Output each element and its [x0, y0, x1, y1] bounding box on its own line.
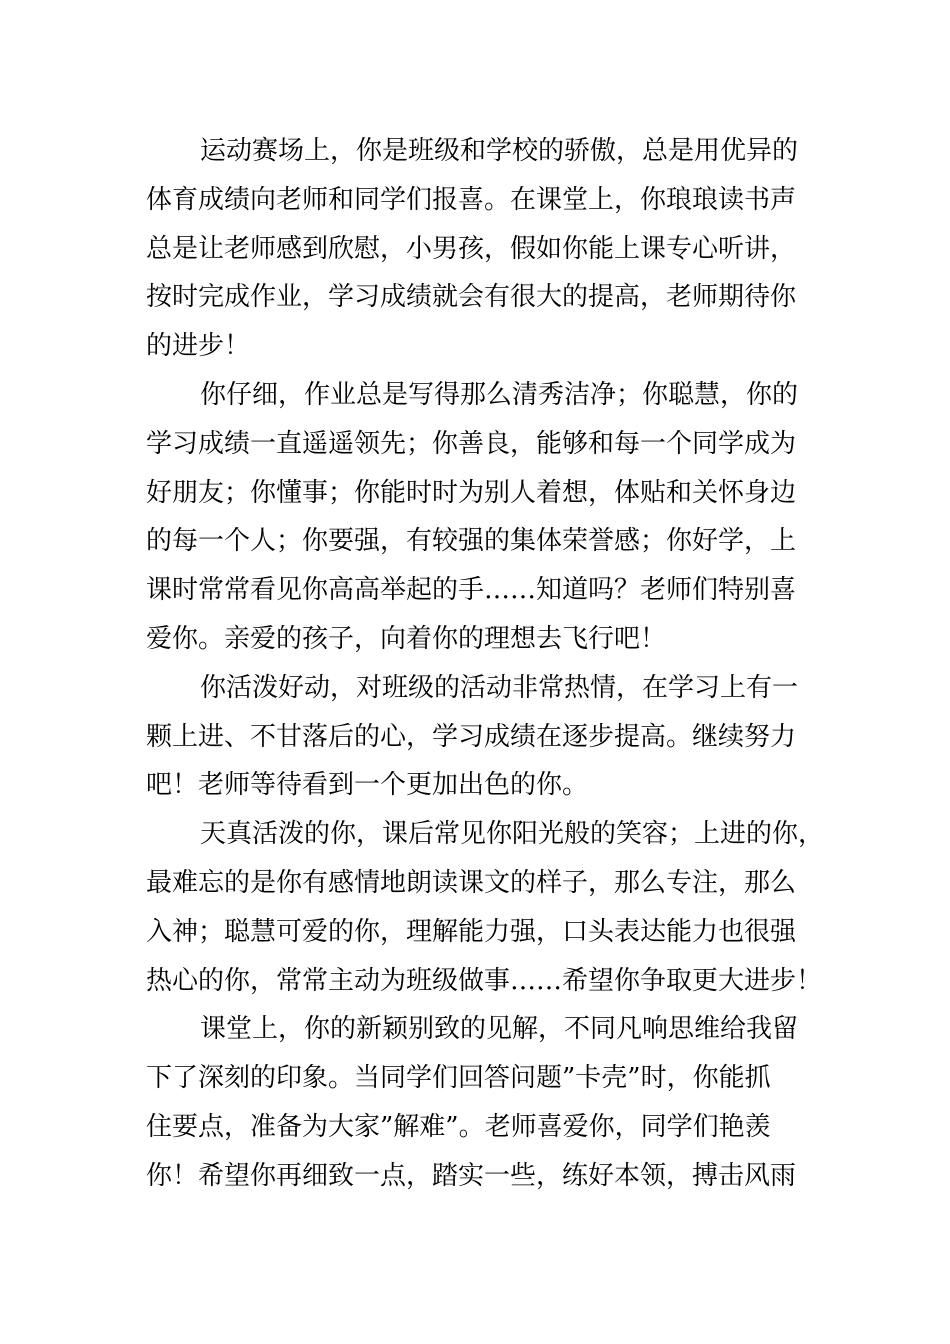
text-line: 的进步！ [146, 331, 251, 362]
text-line: 住要点，准备为大家”解难”。老师喜爱你，同学们艳羡 [146, 1111, 771, 1142]
paragraph-4 [146, 810, 825, 1005]
text-line: 你！希望你再细致一点，踏实一些，练好本领，搏击风雨 [146, 1160, 797, 1191]
text-line: 吧！老师等待看到一个更加出色的你。 [146, 770, 589, 801]
text-line: 热心的你，常常主动为班级做事……希望你争取更大进步！ [146, 965, 823, 996]
text-line: 好朋友；你懂事；你能时时为别人着想，体贴和关怀身边 [146, 477, 797, 508]
text-line: 你仔细，作业总是写得那么清秀洁净；你聪慧，你的 [200, 379, 799, 410]
paragraph-2 [146, 371, 810, 664]
text-line: 天真活泼的你，课后常见你阳光般的笑容；上进的你， [200, 819, 825, 850]
paragraph-1 [146, 127, 810, 371]
text-line: 总是让老师感到欣慰，小男孩，假如你能上课专心听讲， [146, 233, 797, 264]
text-line: 运动赛场上，你是班级和学校的骄傲，总是用优异的 [200, 136, 799, 166]
text-line: 课堂上，你的新颖别致的见解，不同凡响思维给我留 [200, 1014, 799, 1045]
text-line: 下了深刻的印象。当同学们回答问题”卡壳”时，你能抓 [146, 1063, 771, 1094]
paragraph-5 [146, 1005, 810, 1200]
document-body [146, 127, 825, 1201]
text-line: 课时常常看见你高高举起的手……知道吗？老师们特别喜 [146, 575, 797, 606]
text-line: 体育成绩向老师和同学们报喜。在课堂上，你琅琅读书声 [146, 184, 797, 215]
text-line: 你活泼好动，对班级的活动非常热情，在学习上有一 [200, 672, 799, 703]
text-line: 爱你。亲爱的孩子，向着你的理想去飞行吧！ [146, 623, 667, 654]
text-line: 最难忘的是你有感情地朗读课文的样子，那么专注，那么 [146, 867, 797, 898]
text-line: 颗上进、不甘落后的心，学习成绩在逐步提高。继续努力 [146, 721, 797, 752]
text-line: 按时完成作业，学习成绩就会有很大的提高，老师期待你 [146, 282, 797, 313]
paragraph-3 [146, 664, 810, 810]
text-line: 学习成绩一直遥遥领先；你善良，能够和每一个同学成为 [146, 428, 797, 459]
text-line: 的每一个人；你要强，有较强的集体荣誉感；你好学，上 [146, 526, 797, 557]
text-line: 入神；聪慧可爱的你，理解能力强，口头表达能力也很强 [146, 916, 797, 947]
